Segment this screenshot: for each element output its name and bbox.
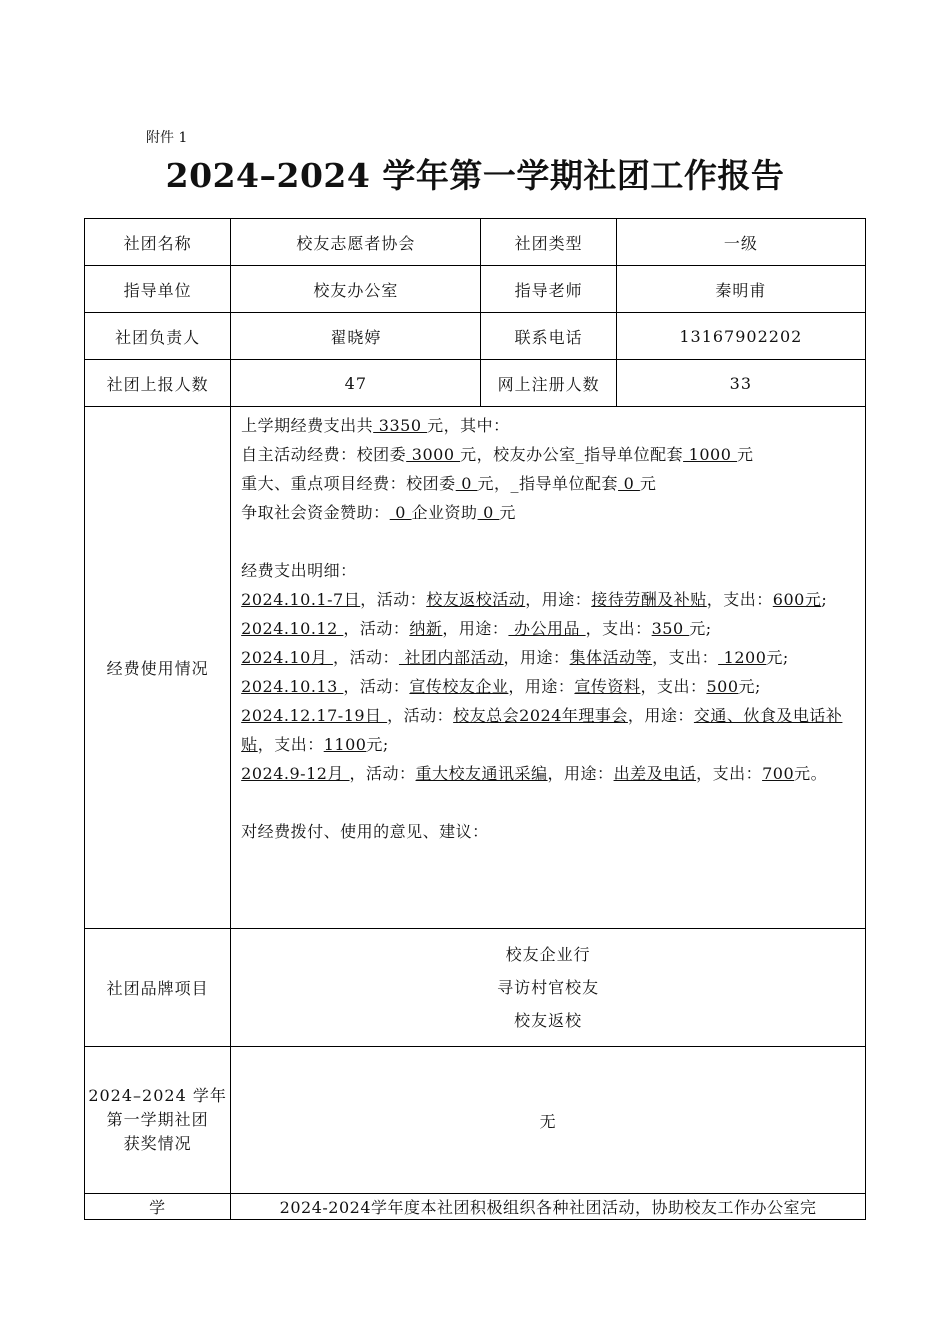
funding-line: 重大、重点项目经费：校团委 0 元，_指导单位配套 0 元 [241, 474, 657, 493]
detail-title: 经费支出明细： [241, 561, 357, 580]
brand-items [231, 929, 866, 1047]
table-row [85, 1194, 866, 1220]
phone-value: 13167902202 [616, 313, 865, 360]
leader-label: 社团负责人 [85, 313, 231, 360]
table-row [85, 266, 866, 313]
club-name-label: 社团名称 [85, 219, 231, 266]
club-name-value: 校友志愿者协会 [231, 219, 481, 266]
report-table [84, 218, 866, 1220]
table-row [85, 313, 866, 360]
expense-item: 2024.9-12月 ，活动：重大校友通讯采编，用途：出差及电话，支出：700元。 [241, 764, 828, 783]
report-title: 2024–2024 学年第一学期社团工作报告 [165, 156, 785, 195]
table-row [85, 407, 866, 929]
brand-item: 校友企业行 [505, 945, 591, 964]
table-row [85, 219, 866, 266]
funding-content [231, 407, 866, 929]
summary-label: 学 [85, 1194, 231, 1220]
expense-item: 2024.10.13 ，活动：宣传校友企业，用途：宣传资料，支出：500元; [241, 677, 761, 696]
leader-value: 翟晓婷 [231, 313, 481, 360]
attachment-label: 附件 1 [146, 130, 188, 146]
online-count-value: 33 [616, 360, 865, 407]
expense-item: 2024.10.1-7日，活动：校友返校活动，用途：接待劳酬及补贴，支出：600元; [241, 590, 828, 609]
awards-label: 2024–2024 学年 第一学期社团 获奖情况 [85, 1047, 231, 1194]
table-row [85, 1047, 866, 1194]
guide-teacher-label: 指导老师 [481, 266, 616, 313]
funding-line: 自主活动经费：校团委 3000 元，校友办公室_指导单位配套 1000 元 [241, 445, 754, 464]
club-type-value: 一级 [616, 219, 865, 266]
awards-value: 无 [231, 1047, 866, 1194]
reported-count-label: 社团上报人数 [85, 360, 231, 407]
brand-item: 寻访村官校友 [497, 978, 600, 997]
online-count-label: 网上注册人数 [481, 360, 616, 407]
brand-item: 校友返校 [514, 1011, 583, 1030]
table-row [85, 360, 866, 407]
guide-unit-label: 指导单位 [85, 266, 231, 313]
expense-item: 2024.12.17-19日 ，活动：校友总会2024年理事会，用途：交通、伙食及电话补贴，支出：1100元; [241, 706, 843, 754]
club-type-label: 社团类型 [481, 219, 616, 266]
phone-label: 联系电话 [481, 313, 616, 360]
funding-line: 上学期经费支出共 3350 元，其中： [241, 416, 510, 435]
table-row [85, 929, 866, 1047]
guide-unit-value: 校友办公室 [231, 266, 481, 313]
funding-line: 争取社会资金赞助： 0 企业资助 0 元 [241, 503, 516, 522]
reported-count-value: 47 [231, 360, 481, 407]
funding-label: 经费使用情况 [85, 407, 231, 929]
opinion-line: 对经费拨付、使用的意见、建议： [241, 822, 489, 841]
brand-label: 社团品牌项目 [85, 929, 231, 1047]
summary-text: 2024-2024学年度本社团积极组织各种社团活动，协助校友工作办公室完 [231, 1194, 866, 1220]
expense-item: 2024.10.12 ，活动：纳新，用途： 办公用品 ，支出：350 元; [241, 619, 712, 638]
guide-teacher-value: 秦明甫 [616, 266, 865, 313]
expense-item: 2024.10月 ，活动： 社团内部活动，用途：集体活动等，支出： 1200元; [241, 648, 789, 667]
